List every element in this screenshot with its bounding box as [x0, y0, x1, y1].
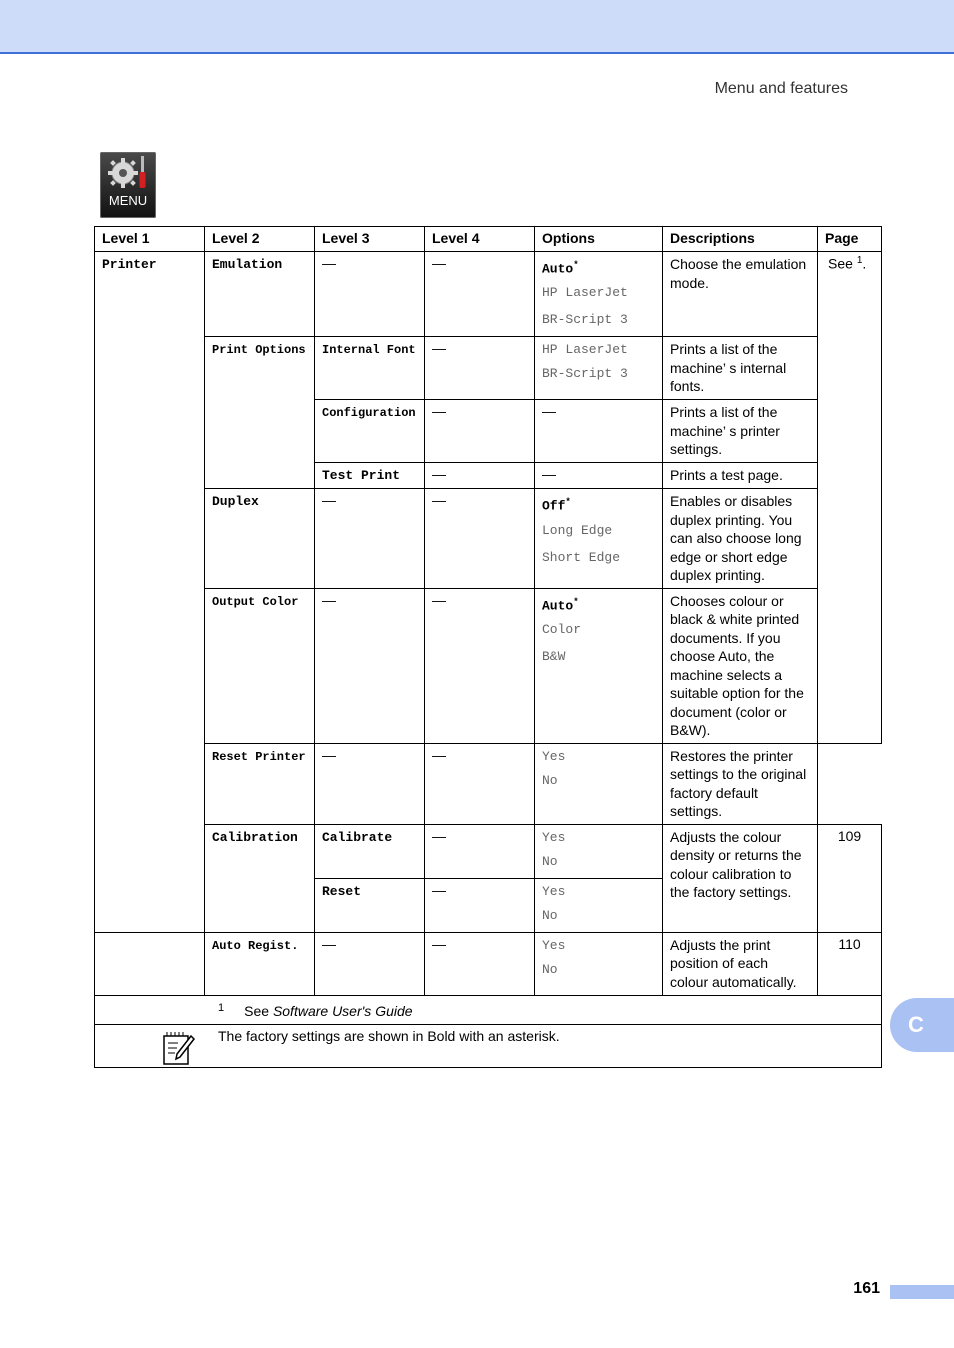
level2-cell [205, 588, 315, 743]
description-cell: Prints a list of the machine’ s printer settings. [663, 400, 818, 463]
options-cell [535, 489, 663, 589]
col-header-page: Page [818, 227, 882, 252]
level3-cell: — [315, 932, 425, 995]
description-cell: Choose the emulation mode. [663, 252, 818, 337]
col-header-level2: Level 2 [205, 227, 315, 252]
description-cell: Restores the printer settings to the original factory default settings. [663, 743, 818, 824]
option: B&W [542, 649, 566, 665]
level3-cell [315, 878, 425, 932]
level2-output-color: Output Color [212, 594, 299, 609]
level2-cell [205, 824, 315, 932]
option: No [542, 907, 558, 923]
menu-table [94, 226, 882, 1068]
note-cell [95, 1024, 882, 1067]
level3-internal-font: Internal Font [322, 343, 416, 358]
option-default: Auto* [542, 596, 579, 614]
level2-emulation: Emulation [212, 257, 283, 272]
table-row [95, 252, 882, 337]
option: HP LaserJet [542, 342, 628, 358]
level3-test-print: Test Print [322, 468, 401, 484]
level3-cell: — [315, 743, 425, 824]
page-see-text: See [828, 255, 853, 272]
footnote-ref: 1 [856, 255, 863, 266]
menu-icon [100, 152, 156, 218]
level3-cell [315, 400, 425, 463]
description-cell: Adjusts the colour density or returns the colour calibration to the factory settings. [663, 824, 818, 932]
level2-duplex: Duplex [212, 494, 259, 510]
footnote-title: Software User's Guide [272, 1003, 413, 1020]
level4-cell: — [425, 463, 535, 489]
level4-cell: — [425, 932, 535, 995]
options-cell: — [535, 400, 663, 463]
level4-cell: — [425, 743, 535, 824]
description-cell: Enables or disables duplex printing. You can also choose long edge or short edge duplex printing. [663, 489, 818, 589]
option: HP LaserJet [542, 285, 628, 301]
level3-reset: Reset [322, 883, 362, 899]
option: Yes [542, 883, 566, 899]
level3-cell [315, 252, 425, 337]
level3-cell: — [315, 588, 425, 743]
footnote-cell [95, 995, 882, 1024]
level2-cell [205, 743, 315, 824]
level4-cell: — [425, 489, 535, 589]
dash: — [432, 255, 446, 271]
table-row [95, 489, 882, 589]
page-cell: See $^1$. [818, 252, 882, 744]
footnote-text: See Software User's Guide [244, 1003, 413, 1020]
option: No [542, 961, 558, 977]
option: Yes [542, 937, 566, 953]
col-header-descriptions: Descriptions [663, 227, 818, 252]
level2-cell [205, 932, 315, 995]
level2-cell [205, 252, 315, 337]
level2-print-options: Print Options [212, 343, 306, 358]
level1-cell [95, 252, 205, 933]
table-row [95, 932, 882, 995]
col-header-level3: Level 3 [315, 227, 425, 252]
option: Color [542, 622, 582, 638]
table-row [95, 824, 882, 878]
options-cell [535, 824, 663, 878]
option-default: Off* [542, 497, 571, 514]
level4-cell: — [425, 878, 535, 932]
col-header-level4: Level 4 [425, 227, 535, 252]
footnote-row [95, 995, 882, 1024]
options-cell [535, 337, 663, 400]
option: No [542, 772, 558, 788]
options-cell [535, 252, 663, 337]
level2-cell [205, 489, 315, 589]
col-header-level1: Level 1 [95, 227, 205, 252]
page-bar [890, 1285, 954, 1299]
col-header-options: Options [535, 227, 663, 252]
options-cell [535, 932, 663, 995]
level1-printer: Printer [102, 257, 157, 272]
page-cell: 110 [818, 932, 882, 995]
page-number: 161 [853, 1280, 880, 1297]
header-band [0, 0, 954, 54]
level4-cell: — [425, 824, 535, 878]
option: BR-Script 3 [542, 366, 628, 382]
level3-calibrate: Calibrate [322, 829, 393, 845]
option: No [542, 853, 558, 869]
level3-cell [315, 337, 425, 400]
description-cell: Prints a test page. [663, 463, 818, 489]
option: Long Edge [542, 522, 613, 538]
level3-cell: — [315, 489, 425, 589]
table-row [95, 337, 882, 400]
level4-cell: — [425, 588, 535, 743]
options-cell [535, 878, 663, 932]
note-text: The factory settings are shown in Bold with an asterisk. [218, 1027, 560, 1044]
option: Yes [542, 748, 566, 764]
menu-icon-label: MENU [108, 193, 148, 208]
gear-screwdriver-icon [100, 152, 156, 196]
level2-reset-printer: Reset Printer [212, 749, 306, 764]
level2-cell [205, 337, 315, 489]
options-cell: — [535, 463, 663, 489]
options-cell [535, 588, 663, 743]
note-pencil-icon [161, 1030, 195, 1066]
level1-cell-empty [95, 932, 205, 995]
table-row [95, 743, 882, 824]
level3-cell [315, 824, 425, 878]
description-cell: Adjusts the print position of each colour automatically. [663, 932, 818, 995]
footnote-number: 1 [218, 1001, 225, 1014]
level2-calibration: Calibration [212, 829, 298, 845]
level2-auto-regist: Auto Regist. [212, 938, 299, 953]
description-cell: Chooses colour or black & white printed documents. If you choose Auto, the machine selects a suitable option for the document (color or B&W). [663, 588, 818, 743]
option-default: Auto* [542, 260, 579, 277]
option: Short Edge [542, 549, 621, 565]
note-row [95, 1024, 882, 1067]
table-header-row [95, 227, 882, 252]
description-cell: Prints a list of the machine’ s internal fonts. [663, 337, 818, 400]
option: BR-Script 3 [542, 312, 628, 328]
level4-cell: — [425, 400, 535, 463]
running-title: Menu and features [714, 80, 848, 97]
level4-cell [425, 252, 535, 337]
chapter-letter: C [908, 1012, 924, 1037]
level3-cell [315, 463, 425, 489]
option: Yes [542, 829, 566, 845]
options-cell [535, 743, 663, 824]
table-row [95, 588, 882, 743]
page-cell: 109 [818, 824, 882, 932]
chapter-tab [890, 998, 954, 1052]
level3-configuration: Configuration [322, 406, 416, 421]
level4-cell: — [425, 337, 535, 400]
dash: — [322, 255, 336, 271]
